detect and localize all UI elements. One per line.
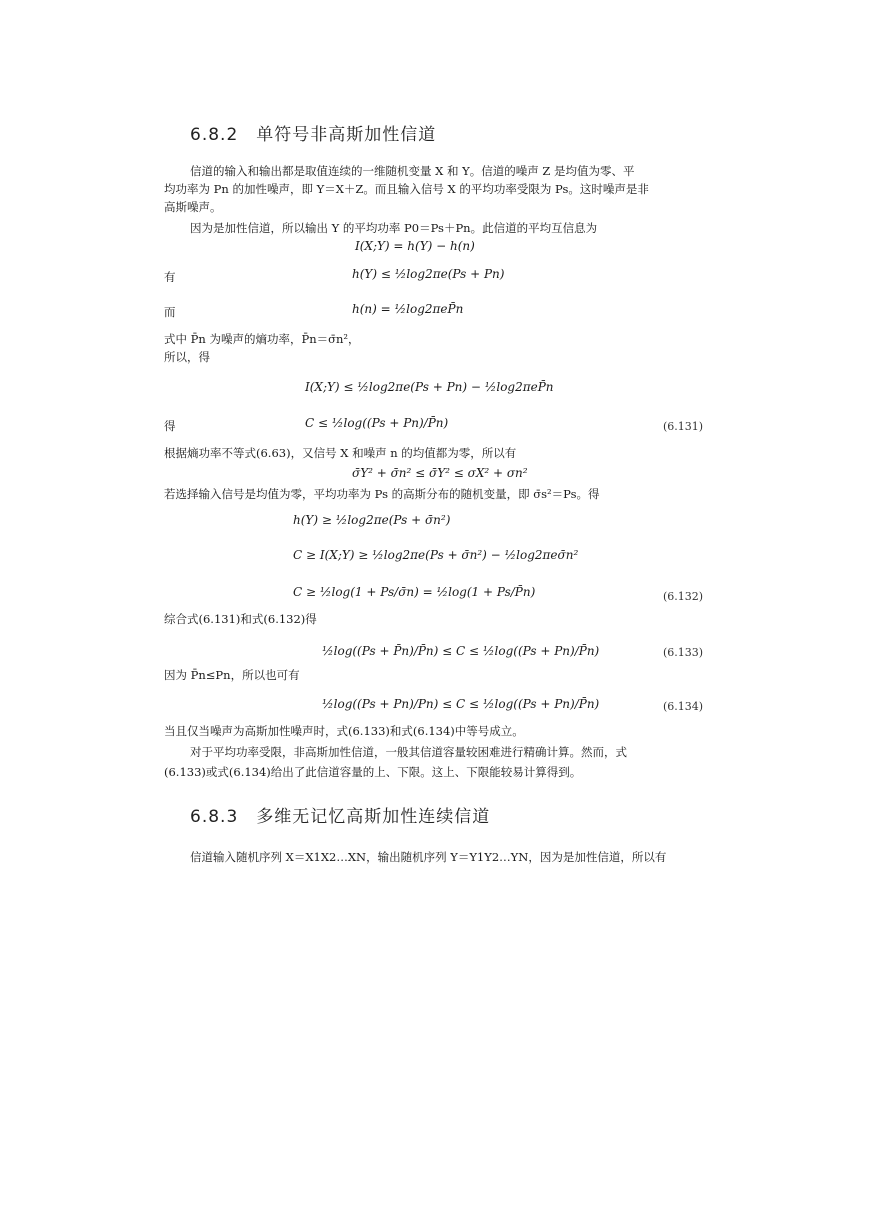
label-er: 而	[164, 305, 176, 319]
equation-hn: h(n) = ½log2πeP̄n	[352, 302, 464, 316]
paragraph-line: 信道的输入和输出都是取值连续的一维随机变量 X 和 Y。信道的噪声 Z 是均值为零、平	[190, 164, 635, 178]
paragraph-line: 综合式(6.131)和式(6.132)得	[164, 612, 317, 626]
equation-hy-lower: h(Y) ≥ ½log2πe(Ps + σ̄n²)	[293, 513, 451, 527]
equation-number-6-131: (6.131)	[663, 420, 704, 433]
paragraph-line: 若选择输入信号是均值为零，平均功率为 Ps 的高斯分布的随机变量，即 σ̄s²＝Ps。得	[164, 487, 600, 501]
equation-6-132: C ≥ ½log(1 + Ps/σ̄n) = ½log(1 + Ps/P̄n)	[293, 585, 536, 599]
equation-entropy-power-inequality: σ̄Y² + σ̄n² ≤ σ̄Y² ≤ σX² + σn²	[352, 466, 528, 480]
equation-number-6-132: (6.132)	[663, 590, 704, 603]
paragraph-line: 因为是加性信道，所以输出 Y 的平均功率 P0＝Ps＋Pn。此信道的平均互信息为	[190, 221, 598, 235]
paragraph-line: 高斯噪声。	[164, 200, 222, 214]
section-6-8-2-title: 6.8.2 单符号非高斯加性信道	[190, 125, 437, 145]
paragraph-line: 当且仅当噪声为高斯加性噪声时，式(6.133)和式(6.134)中等号成立。	[164, 724, 524, 738]
paragraph-line: 因为 P̄n≤Pn，所以也可有	[164, 668, 300, 682]
equation-number-6-133: (6.133)	[663, 646, 704, 659]
equation-hy-upper: h(Y) ≤ ½log2πe(Ps + Pn)	[352, 267, 505, 281]
equation-ixy-bound: I(X;Y) ≤ ½log2πe(Ps + Pn) − ½log2πeP̄n	[305, 380, 554, 394]
equation-6-133: ½log((Ps + P̄n)/P̄n) ≤ C ≤ ½log((Ps + Pn)/P̄n)	[322, 644, 600, 658]
paragraph-line: 式中 P̄n 为噪声的熵功率，P̄n＝σ̄n²，	[164, 332, 360, 346]
equation-capacity-lower-chain: C ≥ I(X;Y) ≥ ½log2πe(Ps + σ̄n²) − ½log2πeσ̄n²	[293, 548, 579, 562]
equation-number-6-134: (6.134)	[663, 700, 704, 713]
equation-6-131: C ≤ ½log((Ps + Pn)/P̄n)	[305, 416, 449, 430]
paragraph-line: 根据熵功率不等式(6.63)，又信号 X 和噪声 n 的均值都为零，所以有	[164, 446, 517, 460]
paragraph-line: 所以，得	[164, 350, 210, 364]
paragraph-line: 对于平均功率受限，非高斯加性信道，一般其信道容量较困难进行精确计算。然而，式	[190, 745, 627, 759]
label-you: 有	[164, 270, 176, 284]
equation-6-134: ½log((Ps + Pn)/Pn) ≤ C ≤ ½log((Ps + Pn)/P̄n)	[322, 697, 600, 711]
section-6-8-3-title: 6.8.3 多维无记忆高斯加性连续信道	[190, 807, 491, 827]
paragraph-line: (6.133)或式(6.134)给出了此信道容量的上、下限。这上、下限能较易计算得到。	[164, 765, 582, 779]
equation-mutual-information: I(X;Y) = h(Y) − h(n)	[355, 239, 475, 253]
paragraph-line: 均功率为 Pn 的加性噪声，即 Y＝X＋Z。而且输入信号 X 的平均功率受限为 Ps。这时噪声是非	[164, 182, 649, 196]
paragraph-line: 信道输入随机序列 X＝X1X2…XN，输出随机序列 Y＝Y1Y2…YN，因为是加性信道，所以有	[190, 850, 667, 864]
label-de: 得	[164, 419, 176, 433]
